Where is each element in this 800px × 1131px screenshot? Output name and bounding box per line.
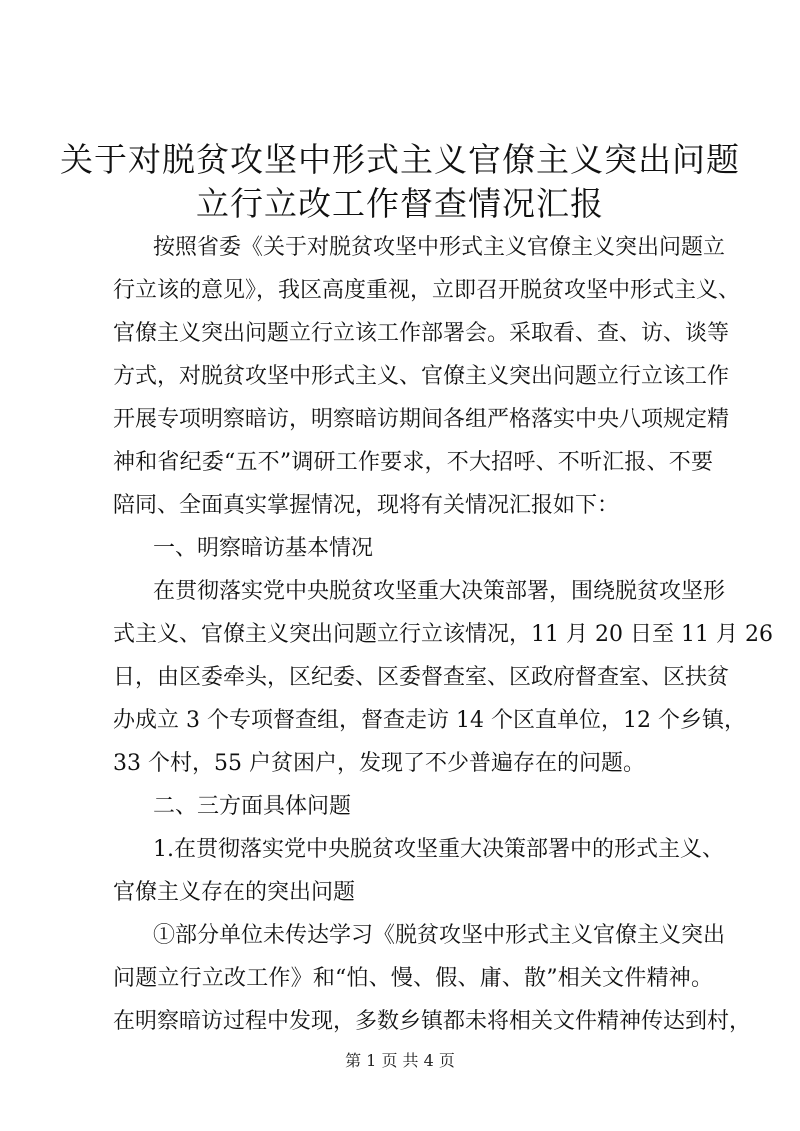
body-line: ①部分单位未传达学习《脱贫攻坚中形式主义官僚主义突出 [153, 923, 726, 948]
body-line: 官僚主义突出问题立行立该工作部署会。采取看、查、访、谈等 [113, 321, 730, 346]
document-title-line-1: 关于对脱贫攻坚中形式主义官僚主义突出问题 [60, 140, 740, 179]
body-line: 办成立 3 个专项督查组，督查走访 14 个区直单位，12 个乡镇， [113, 708, 746, 733]
section-heading-1: 一、明察暗访基本情况 [153, 536, 374, 561]
body-line: 官僚主义存在的突出问题 [113, 880, 356, 905]
document-title-line-2: 立行立改工作督查情况汇报 [196, 184, 604, 223]
body-line: 日，由区委牵头，区纪委、区委督查室、区政府督查室、区扶贫 [113, 665, 730, 690]
body-line: 33 个村，55 户贫困户，发现了不少普遍存在的问题。 [113, 751, 645, 776]
body-line: 陪同、全面真实掌握情况，现将有关情况汇报如下： [113, 493, 620, 518]
body-line: 方式，对脱贫攻坚中形式主义、官僚主义突出问题立行立该工作 [113, 364, 730, 389]
body-line: 在贯彻落实党中央脱贫攻坚重大决策部署，围绕脱贫攻坚形 [153, 579, 726, 604]
body-line: 1.在贯彻落实党中央脱贫攻坚重大决策部署中的形式主义、 [153, 837, 724, 862]
body-line: 问题立行立改工作》和“怕、慢、假、庸、散”相关文件精神。 [113, 966, 713, 991]
body-line: 在明察暗访过程中发现，多数乡镇都未将相关文件精神传达到村， [113, 1009, 752, 1034]
body-line: 按照省委《关于对脱贫攻坚中形式主义官僚主义突出问题立 [153, 235, 726, 260]
body-line: 神和省纪委“五不”调研工作要求，不大招呼、不听汇报、不要 [113, 450, 713, 475]
body-line: 行立该的意见》，我区高度重视，立即召开脱贫攻坚中形式主义、 [113, 278, 741, 303]
page-number-footer: 第 1 页 共 4 页 [345, 1051, 455, 1070]
body-line: 式主义、官僚主义突出问题立行立该情况，11 月 20 日至 11 月 26 [113, 622, 773, 647]
section-heading-2: 二、三方面具体问题 [153, 794, 352, 819]
body-line: 开展专项明察暗访，明察暗访期间各组严格落实中央八项规定精 [113, 407, 730, 432]
